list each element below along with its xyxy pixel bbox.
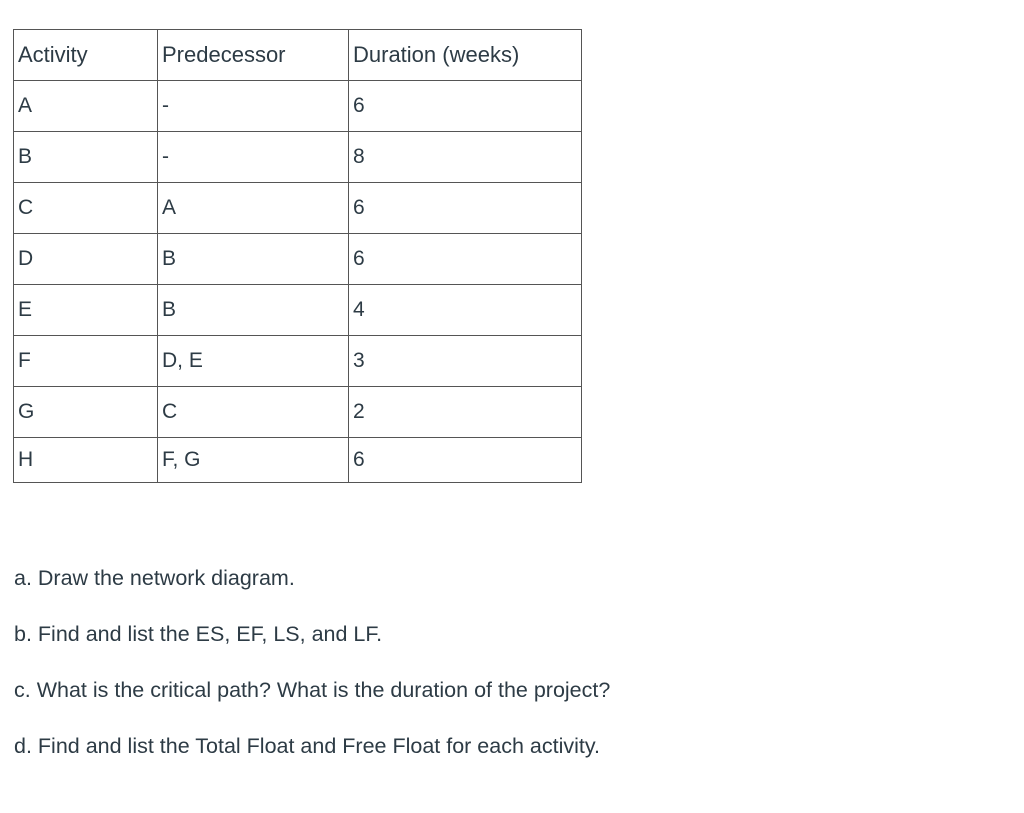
question-a: a. Draw the network diagram. <box>14 566 295 590</box>
cell-activity: C <box>14 183 158 234</box>
cell-activity: A <box>14 81 158 132</box>
header-predecessor: Predecessor <box>158 30 349 81</box>
cell-duration: 6 <box>349 81 582 132</box>
cell-activity: E <box>14 285 158 336</box>
question-list <box>14 562 610 786</box>
table-row <box>14 183 582 234</box>
cell-predecessor: - <box>158 81 349 132</box>
table-row <box>14 438 582 483</box>
table-header-row <box>14 30 582 81</box>
cell-activity: G <box>14 387 158 438</box>
question-c: c. What is the critical path? What is the duration of the project? <box>14 678 611 702</box>
cell-predecessor: F, G <box>158 438 349 483</box>
header-duration: Duration (weeks) <box>349 30 582 81</box>
cell-duration: 2 <box>349 387 582 438</box>
table-row <box>14 81 582 132</box>
cell-duration: 6 <box>349 438 582 483</box>
cell-predecessor: C <box>158 387 349 438</box>
cell-duration: 4 <box>349 285 582 336</box>
question-d: d. Find and list the Total Float and Free Float for each activity. <box>14 734 600 758</box>
table-row <box>14 234 582 285</box>
cell-predecessor: A <box>158 183 349 234</box>
cell-predecessor: D, E <box>158 336 349 387</box>
cell-predecessor: B <box>158 234 349 285</box>
cell-predecessor: B <box>158 285 349 336</box>
table-row <box>14 336 582 387</box>
table-row <box>14 285 582 336</box>
header-activity: Activity <box>14 30 158 81</box>
cell-duration: 8 <box>349 132 582 183</box>
cell-duration: 6 <box>349 234 582 285</box>
cell-activity: B <box>14 132 158 183</box>
cell-activity: F <box>14 336 158 387</box>
table-row <box>14 132 582 183</box>
cell-duration: 3 <box>349 336 582 387</box>
cell-predecessor: - <box>158 132 349 183</box>
cell-duration: 6 <box>349 183 582 234</box>
cell-activity: D <box>14 234 158 285</box>
cell-activity: H <box>14 438 158 483</box>
activity-table <box>13 29 582 483</box>
question-b: b. Find and list the ES, EF, LS, and LF. <box>14 622 383 646</box>
table-row <box>14 387 582 438</box>
